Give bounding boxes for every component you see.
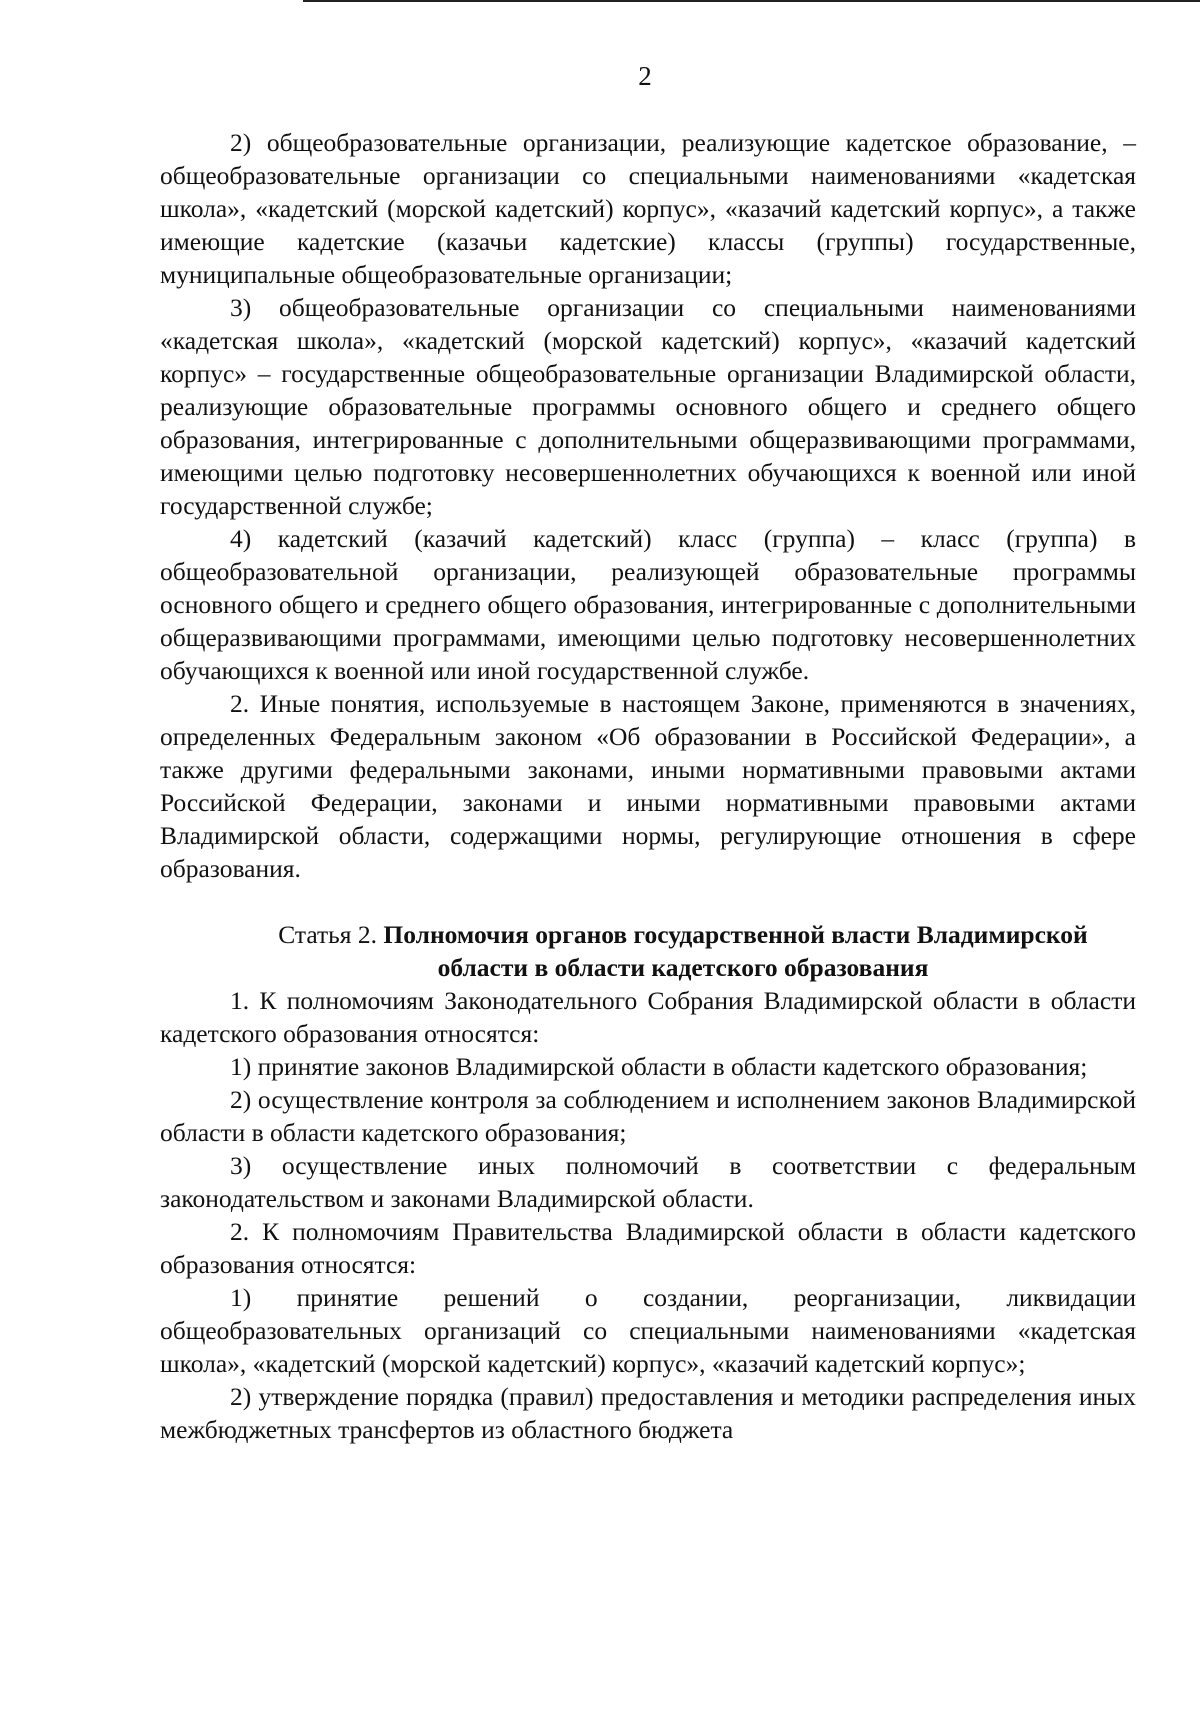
top-edge-rule	[303, 0, 1200, 2]
clause-2-other-terms: 2. Иные понятия, используемые в настоящем Законе, применяются в значениях, определенных Федеральным законом «Об образовании в Российской Федерации», а также другими федеральными законами, иными нормативными правовыми актами Российской Федерации, законами и иными нормативными правовыми актами Владимирской области, содержащими нормы, регулирующие отношения в сфере образования.	[160, 689, 1136, 883]
definition-item-4: 4) кадетский (казачий кадетский) класс (группа) – класс (группа) в общеобразовательной организации, реализующей образовательные программы основного общего и среднего общего образования, интегрированные с дополнительными общеразвивающими программами, имеющими целью подготовку несовершеннолетних обучающихся к военной или иной государственной службе.	[160, 524, 1136, 685]
article-title: Полномочия органов государственной власти Владимирской области в области кадетского образования	[383, 920, 1088, 982]
clause-2-government: 2. К полномочиям Правительства Владимирской области в области кадетского образования относятся:	[160, 1217, 1136, 1279]
clause-1-item-2: 2) осуществление контроля за соблюдением и исполнением законов Владимирской области в области кадетского образования;	[160, 1085, 1136, 1147]
document-body	[160, 126, 1136, 1446]
clause-2-item-2: 2) утверждение порядка (правил) предоставления и методики распределения иных межбюджетных трансфертов из областного бюджета	[160, 1382, 1136, 1444]
definition-item-2: 2) общеобразовательные организации, реализующие кадетское образование, – общеобразовательные организации со специальными наименованиями «кадетская школа», «кадетский (морской кадетский) корпус», «казачий кадетский корпус», а также имеющие кадетские (казачьи кадетские) классы (группы) государственные, муниципальные общеобразовательные организации;	[160, 128, 1136, 289]
article-number: Статья 2.	[278, 920, 378, 949]
definition-item-3: 3) общеобразовательные организации со специальными наименованиями «кадетская школа», «кадетский (морской кадетский) корпус», «казачий кадетский корпус» – государственные общеобразовательные организации Владимирской области, реализующие образовательные программы основного общего и среднего общего образования, интегрированные с дополнительными общеразвивающими программами, имеющими целью подготовку несовершеннолетних обучающихся к военной или иной государственной службе;	[160, 293, 1136, 520]
page-number: 2	[638, 61, 652, 91]
article-2-heading	[160, 918, 1136, 984]
clause-1-item-3: 3) осуществление иных полномочий в соответствии с федеральным законодательством и законами Владимирской области.	[160, 1151, 1136, 1213]
clause-1-legislative-assembly: 1. К полномочиям Законодательного Собрания Владимирской области в области кадетского образования относятся:	[160, 986, 1136, 1048]
clause-1-item-1: 1) принятие законов Владимирской области в области кадетского образования;	[230, 1052, 1088, 1081]
clause-2-item-1: 1) принятие решений о создании, реорганизации, ликвидации общеобразовательных организаций со специальными наименованиями «кадетская школа», «кадетский (морской кадетский) корпус», «казачий кадетский корпус»;	[160, 1283, 1136, 1378]
